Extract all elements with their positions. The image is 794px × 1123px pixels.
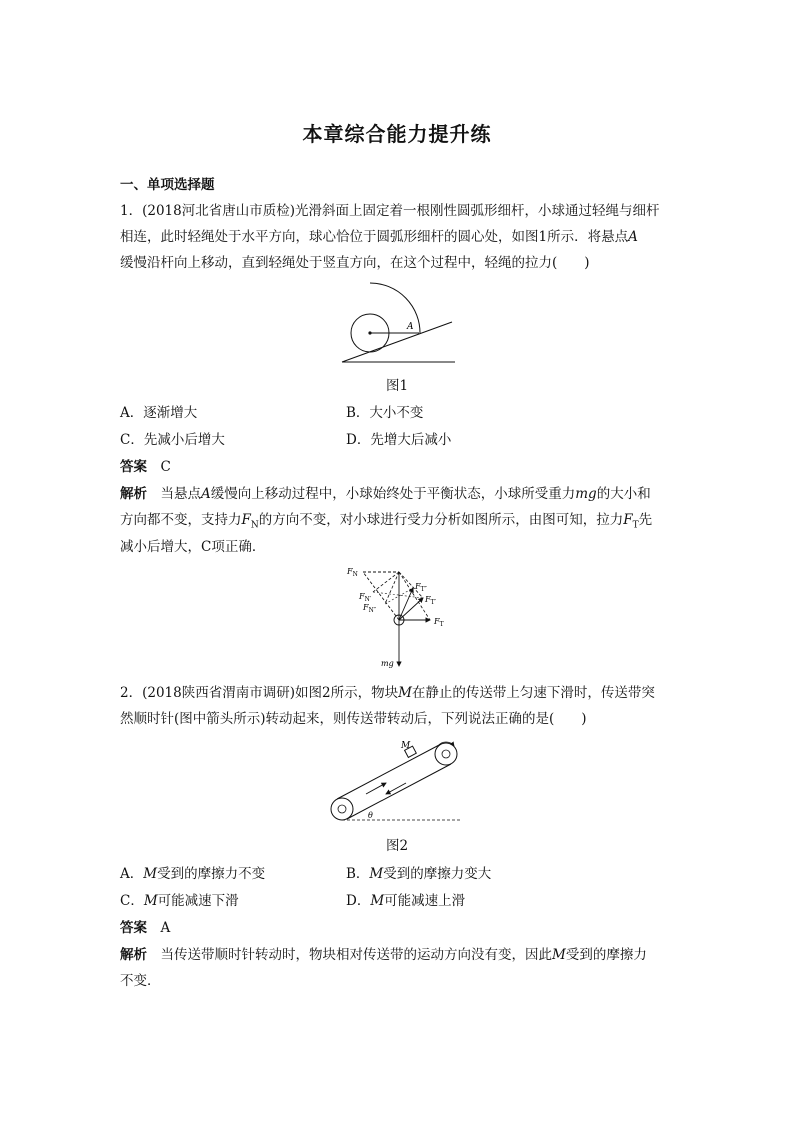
q1-number: 1． (120, 203, 143, 219)
figure-1-caption: 图1 (385, 378, 409, 394)
answer-value: A (160, 920, 171, 936)
q1-answer (120, 455, 171, 475)
q1-option-c: C．先减小后增大 (120, 432, 225, 448)
answer-value: C (160, 459, 171, 475)
figure-2-arrow-down (386, 783, 406, 794)
q2-option-b: B．M受到的摩擦力变大 (346, 866, 492, 882)
figure-2-belt-top (337, 744, 441, 799)
figure-2-angle: θ (368, 811, 373, 820)
force-label-mg: mg (381, 659, 394, 668)
q1-analysis-line1: 解析 当悬点A缓慢向上移动过程中，小球始终处于平衡状态，小球所受重力mg的大小和 (120, 486, 651, 502)
q2-stem-line2: 然顺时针(图中箭头所示)转动起来，则传送带转动后，下列说法正确的是( ) (120, 711, 587, 727)
q2-stem-line1: 2．(2018陕西省渭南市调研)如图2所示，物块M在静止的传送带上匀速下滑时，传送带突 (120, 685, 655, 701)
force-label-fn3: $F_{N''}$ (363, 603, 377, 614)
q2-analysis-line1: 解析 当传送带顺时针转动时，物块相对传送带的运动方向没有变，因此M受到的摩擦力 (120, 947, 647, 963)
answer-label: 答案 (120, 920, 147, 936)
force-dash-1 (373, 572, 399, 592)
figure-1-incline (342, 322, 452, 362)
q2-answer (120, 916, 170, 936)
q1-option-b: B．大小不变 (346, 405, 424, 421)
figure-1-diagram (330, 278, 470, 368)
force-label-ft2: $F_{T'}$ (425, 595, 436, 606)
figure-2-pulley-top (435, 743, 457, 765)
q2-option-c: C．M可能减速下滑 (120, 893, 239, 909)
figure-2-arrow-up (366, 783, 386, 794)
force-label-ft3: $F_{T''}$ (415, 582, 427, 593)
analysis-label: 解析 (120, 486, 147, 502)
q1-stem-line1: 1．(2018河北省唐山市质检)光滑斜面上固定着一根刚性圆弧形细杆，小球通过轻绳与细杆 (120, 203, 660, 219)
q1-stem-line2: 相连，此时轻绳处于水平方向，球心恰位于圆弧形细杆的圆心处，如图1所示．将悬点A (120, 229, 638, 245)
figure-2-caption: 图2 (385, 838, 409, 854)
answer-label: 答案 (120, 459, 147, 475)
figure-2-pulley-bottom (331, 798, 353, 820)
figure-2-pulley-top-inner (442, 750, 450, 758)
force-ft2-arrow (399, 598, 423, 620)
q2-option-d: D．M可能减速上滑 (346, 893, 466, 909)
figure-1-label-a: A (407, 322, 414, 332)
figure-2-diagram (320, 736, 465, 826)
q1-analysis-line2: 方向都不变，支持力$F_N$的方向不变，对小球进行受力分析如图所示，由图可知，拉力$F_T$先 (120, 512, 653, 531)
force-dash-2 (385, 572, 399, 604)
force-label-ft: $F_T$ (434, 617, 444, 628)
section-heading: 一、单项选择题 (120, 177, 215, 193)
figure-2-label-m: M (401, 741, 411, 751)
q2-number: 2． (120, 685, 143, 701)
figure-2-belt-bottom (347, 764, 451, 819)
q1-stem-line3: 缓慢沿杆向上移动，直到轻绳处于竖直方向，在这个过程中，轻绳的拉力( ) (120, 255, 590, 271)
figure-2-pulley-bottom-inner (338, 805, 346, 813)
page-title: 本章综合能力提升练 (302, 122, 492, 146)
force-label-fn: $F_N$ (347, 567, 358, 578)
q2-option-a: A．M受到的摩擦力不变 (120, 866, 266, 882)
q1-option-d: D．先增大后减小 (346, 432, 452, 448)
q1-option-a: A．逐渐增大 (120, 405, 198, 421)
force-diagram (345, 562, 455, 670)
analysis-label: 解析 (120, 947, 147, 963)
force-label-fn2: $F_{N'}$ (359, 592, 372, 603)
force-ft3-arrow (399, 588, 413, 620)
q1-analysis-line3: 减小后增大，C项正确． (120, 539, 266, 555)
q2-analysis-line2: 不变． (120, 973, 161, 989)
